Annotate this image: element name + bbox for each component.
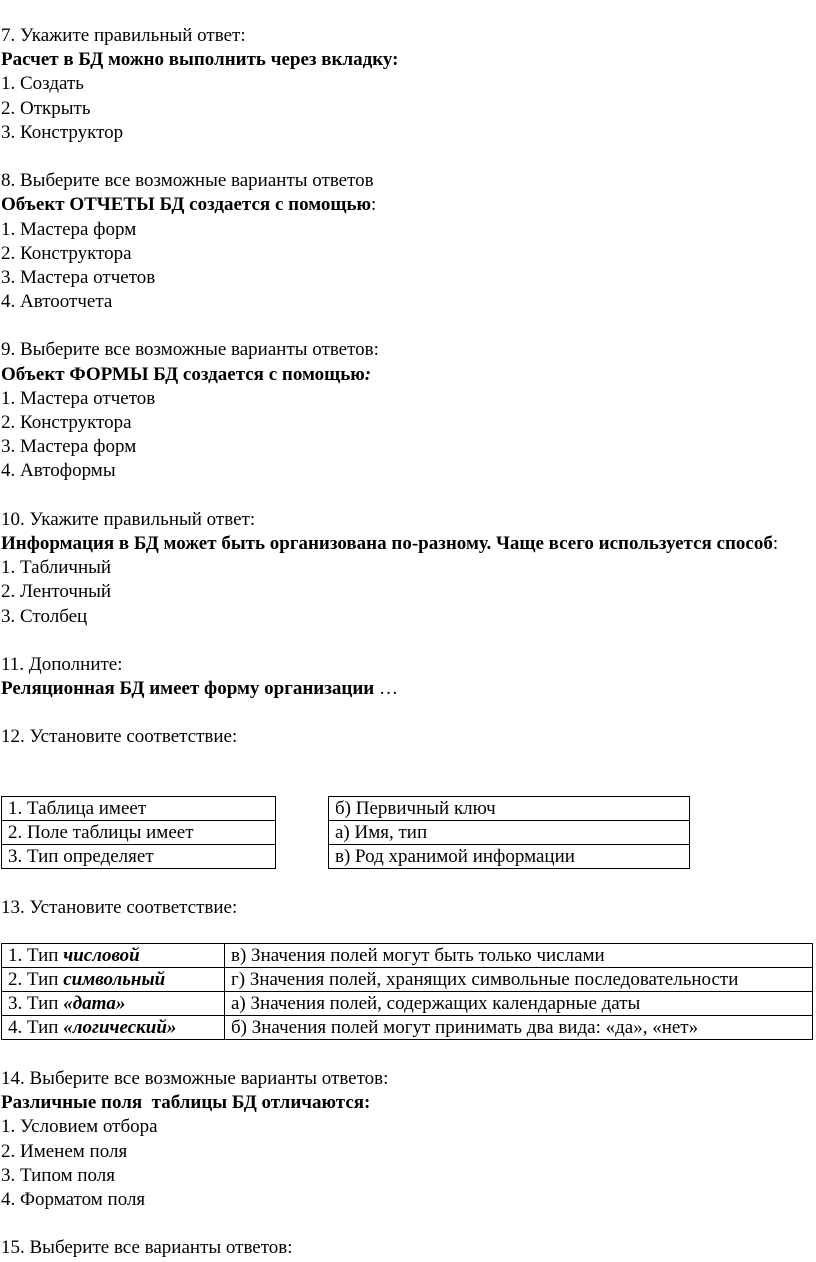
q12-right-cell: б) Первичный ключ	[329, 797, 690, 821]
q11-question-line	[1, 677, 813, 701]
q12-right-cell: в) Род хранимой информации	[329, 845, 690, 869]
q8-option-4: 4. Автоотчета	[1, 291, 113, 313]
q13-answer-cell: г) Значения полей, хранящих символьные последовательности	[225, 968, 813, 992]
q13-type-prefix: 4. Тип	[8, 1016, 64, 1038]
q9-question-line	[1, 363, 813, 387]
q9-question-tail: :	[364, 363, 372, 385]
table-row	[2, 992, 813, 1016]
table-row	[329, 845, 690, 869]
q13-type-prefix: 2. Тип	[8, 968, 64, 990]
q10-instruction: 10. Укажите правильный ответ:	[1, 508, 256, 530]
q8-question: Объект ОТЧЕТЫ БД создается с помощью	[1, 194, 372, 216]
table-row	[329, 821, 690, 845]
q13-instruction: 13. Установите соответствие:	[1, 897, 238, 918]
q13-answer-cell: б) Значения полей могут принимать два вида: «да», «нет»	[225, 1016, 813, 1040]
q8-question-tail: :	[371, 194, 377, 216]
table-row	[2, 797, 276, 821]
table-row	[2, 944, 813, 968]
q7-question: Расчет в БД можно выполнить через вкладку:	[1, 49, 399, 71]
q8-option-3: 3. Мастера отчетов	[1, 266, 156, 288]
table-row	[2, 845, 276, 869]
q9-option-2: 2. Конструктора	[1, 412, 132, 433]
q9-option-3: 3. Мастера форм	[1, 436, 137, 458]
q13-type-name: «логический»	[63, 1016, 177, 1038]
q12-right-table	[328, 796, 690, 869]
q9-instruction: 9. Выберите все возможные варианты ответов:	[1, 339, 379, 361]
q11-question: Реляционная БД имеет форму организации	[1, 678, 375, 700]
q10-question: Информация в БД может быть организована по-разному. Чаще всего используется способ	[1, 532, 773, 554]
q12-right-cell: а) Имя, тип	[329, 821, 690, 845]
q8-question-line	[1, 193, 813, 217]
q14-question: Различные поля таблицы БД отличаются:	[1, 1092, 371, 1114]
q8-option-2: 2. Конструктора	[1, 242, 132, 264]
q8-instruction: 8. Выберите все возможные варианты ответов	[1, 170, 374, 192]
q7-option-3: 3. Конструктор	[1, 121, 124, 143]
q13-table	[1, 943, 813, 1040]
q13-type-cell	[2, 968, 225, 992]
document-page	[1, 24, 813, 750]
q14-option-1: 1. Условием отбора	[1, 1116, 158, 1138]
table-row	[2, 821, 276, 845]
q15-instruction: 15. Выберите все варианты ответов:	[1, 1237, 293, 1259]
q13-answer-cell: а) Значения полей, содержащих календарные даты	[225, 992, 813, 1016]
q14-option-2: 2. Именем поля	[1, 1140, 128, 1162]
q13-type-cell	[2, 992, 225, 1016]
q13-type-prefix: 3. Тип	[8, 992, 64, 1014]
q9-option-1: 1. Мастера отчетов	[1, 387, 156, 409]
q11-question-tail: …	[374, 678, 398, 700]
q12-left-table	[1, 796, 276, 869]
q8-option-1: 1. Мастера форм	[1, 218, 137, 240]
q13-type-cell	[2, 944, 225, 968]
q13-type-name: «дата»	[63, 992, 126, 1014]
q10-question-tail: :	[772, 532, 779, 554]
q7-option-2: 2. Открыть	[1, 97, 91, 119]
q14-option-4: 4. Форматом поля	[1, 1188, 146, 1210]
q7-option-1: 1. Создать	[1, 73, 84, 95]
q13-type-name: символьный	[63, 968, 166, 990]
q10-option-2: 2. Ленточный	[1, 581, 112, 603]
q12-instruction: 12. Установите соответствие:	[1, 726, 238, 748]
q10-option-1: 1. Табличный	[1, 557, 112, 579]
q10-question-line	[1, 532, 801, 556]
q11-instruction: 11. Дополните:	[1, 653, 123, 675]
q14-instruction: 14. Выберите все возможные варианты ответов:	[1, 1068, 389, 1089]
table-row	[2, 1016, 813, 1040]
q13-answer-cell: в) Значения полей могут быть только числами	[225, 944, 813, 968]
q13-type-prefix: 1. Тип	[8, 944, 64, 966]
q12-left-cell: 1. Таблица имеет	[2, 797, 276, 821]
q9-question: Объект ФОРМЫ БД создается с помощью	[1, 363, 365, 385]
q13-type-name: числовой	[63, 944, 140, 966]
q13-type-cell	[2, 1016, 225, 1040]
q12-left-cell: 2. Поле таблицы имеет	[2, 821, 276, 845]
q12-left-cell: 3. Тип определяет	[2, 845, 276, 869]
q14-option-3: 3. Типом поля	[1, 1164, 116, 1186]
table-row	[329, 797, 690, 821]
q9-option-4: 4. Автоформы	[1, 460, 116, 482]
q7-instruction: 7. Укажите правильный ответ:	[1, 25, 246, 46]
table-row	[2, 968, 813, 992]
q14-block	[1, 1067, 813, 1261]
q10-option-3: 3. Столбец	[1, 605, 88, 627]
